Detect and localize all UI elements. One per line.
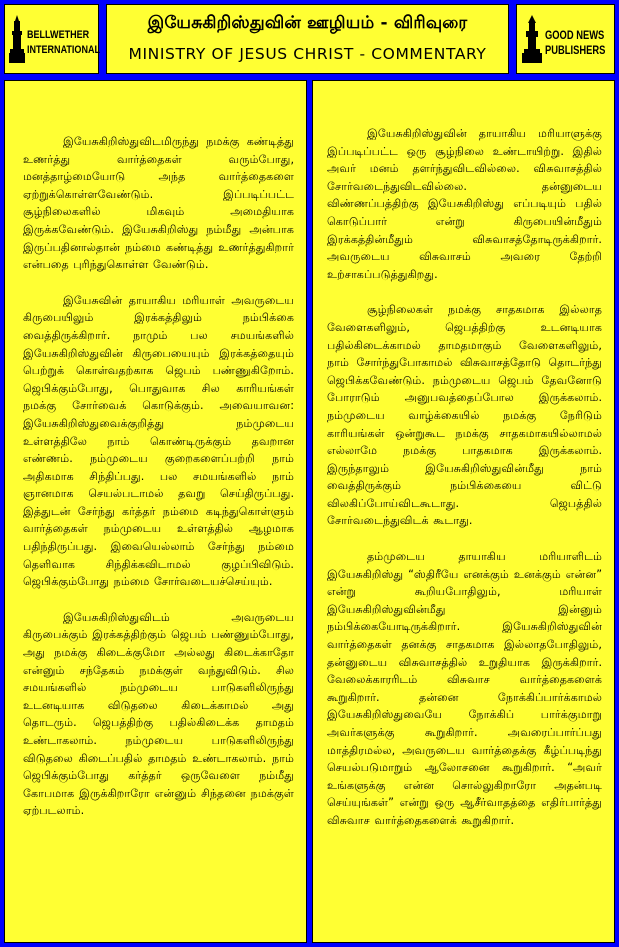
tower-icon	[522, 15, 542, 63]
left-paragraph-2: இயேசுவின் தாயாகிய மரியாள் அவருடைய கிருபையிலும் இரக்கத்திலும் நம்பிக்கை வைத்திருக்கிறார். நாமும் பல சமயங்களில் இயேசுகிறிஸ்துவின் கிருபையையும் இரக்கத்தையும் பெற்றுக் கொள்வதற்காக ஜெபம் பண்ணுகிறோம். ஜெபிக்கும்போது, பொதுவாக சில காரியங்கள் நமக்கு சோர்வைக் கொடுக்கும். அவையாவன: இயேசுகிறிஸ்துவைக்குறித்து நம்முடைய உள்ளத்திலே நாம் கொண்டிருக்கும் தவறான எண்ணம். நம்முடைய குறைகளைப்பற்றி நாம் அதிகமாக சிந்திப்பது. பல சமயங்களில் நாம் ஞானமாக செயல்படாமல் தவறு செய்திருப்பது. இத்துடன் சேர்ந்து கர்த்தர் நம்மை கடிந்துகொள்ளும் வார்த்தைகள் நம்முடைய உள்ளத்தில் ஆழமாக பதிந்திருப்பது. இவையெல்லாம் சேர்ந்து நம்மை தெளிவாக சிந்திக்கவிடாமல் குழப்பிவிடும். ஜெபிக்கும்போது நம்மை சோர்வடையச்செய்யும்.	[23, 293, 294, 589]
left-column	[4, 80, 307, 943]
left-logo-line2: INTERNATIONAL	[27, 44, 100, 56]
right-paragraph-1: இயேசுகிறிஸ்துவின் தாயாகிய மரியாளுக்கு இப்படிப்பட்ட ஒரு சூழ்நிலை உண்டாயிற்று. இதில் அவர் மனம் தளர்ந்துவிடவில்லை. விசுவாசத்தில் சோர்வடைந்துவிடவில்லை. தன்னுடைய விண்ணப்பத்திற்கு இயேசுகிறிஸ்து எப்படியும் பதில் கொடுப்பார் என்று கிருபையின்மீதும் இரக்கத்தின்மீதும் விசுவாசத்தோடிருக்கிறார். அவருடைய விசுவாசம் அவரை தேற்றி உற்சாகப்படுத்துகிறது.	[327, 127, 602, 281]
page-title-english: MINISTRY OF JESUS CHRIST - COMMENTARY	[128, 45, 487, 63]
page-title-tamil: இயேசுகிறிஸ்துவின் ஊழியம் - விரிவுரை	[147, 13, 468, 33]
good-news-logo	[516, 4, 615, 74]
left-paragraph-1: இயேசுகிறிஸ்துவிடமிருந்து நமக்கு கண்டித்து உணர்த்து வார்த்தைகள் வரும்போது, மனத்தாழ்மையோடு அந்த வார்த்தைகளை ஏற்றுக்கொள்ளவேண்டும். இப்படிப்பட்ட சூழ்நிலைகளில் மிகவும் அமைதியாக இருக்கவேண்டும். இயேசுகிறிஸ்து நம்மீது அன்பாக இருப்பதினால்தான் நம்மை கண்டித்து உணர்த்துகிறார் என்பதை புரிந்துகொள்ள வேண்டும்.	[23, 135, 294, 272]
page-header	[0, 0, 619, 78]
right-paragraph-2: சூழ்நிலைகள் நமக்கு சாதகமாக இல்லாத வேளைகளிலும், ஜெபத்திற்கு உடனடியாக பதில்கிடைக்காமல் தாமதமாகும் வேளைகளிலும், நாம் சோர்ந்துபோகாமல் விசுவாசத்தோடு தொடர்ந்து ஜெபிக்கவேண்டும். நம்முடைய ஜெபம் தேவனோடு போராடும் அனுபவத்தைப்போல இருக்கலாம். நம்முடைய வாழ்க்கையில் நமக்கு நேரிடும் காரியங்கள் ஒன்றுகூட நமக்கு சாதகமாகயில்லாமல் எல்லாமே நமக்கு பாதகமாக இருக்கலாம். இருந்தாலும் இயேசுகிறிஸ்துவின்மீது நாம் வைத்திருக்கும் நம்பிக்கையை விட்டு விலகிப்போய்விடகூடாது. ஜெபத்தில் சோர்வடைந்துவிடக் கூடாது.	[327, 303, 602, 528]
title-banner	[106, 4, 509, 74]
right-logo-line1: GOOD NEWS	[545, 28, 605, 42]
bellwether-logo	[4, 4, 99, 74]
bell-tower-icon	[9, 15, 25, 63]
right-paragraph-3: தம்முடைய தாயாகிய மரியாளிடம் இயேசுகிறிஸ்து “ஸ்திரீயே எனக்கும் உனக்கும் என்ன” என்று கூறியபோதிலும், மரியாள் இயேசுகிறிஸ்துவின்மீது இன்னும் நம்பிக்கையோடிருக்கிறார். இயேசுகிறிஸ்துவின் வார்த்தைகள் தனக்கு சாதகமாக இல்லாதபோதிலும், தன்னுடைய விசுவாசத்தில் உறுதியாக இருக்கிறார். வேலைக்காரரிடம் விசுவாச வார்த்தைகளைக் கூறுகிறார். தன்னை நோக்கிப்பார்க்காமல் இயேசுகிறிஸ்துவையே நோக்கிப் பார்க்குமாறு அவர்களுக்கு கூறுகிறார். அவரைப்பார்ப்பது மாத்திரமல்ல, அவருடைய வார்த்தைக்கு கீழ்ப்படிந்து செயல்படுமாறும் ஆலோசனை கூறுகிறார். “அவர் உங்களுக்கு என்ன சொல்லுகிறாரோ அதன்படி செய்யுங்கள்” என்று ஒரு ஆசீர்வாதத்தை எதிர்பார்த்து விசுவாச வார்த்தைகளைக் கூறுகிறார்.	[327, 550, 602, 827]
right-logo-line2: PUBLISHERS	[545, 43, 606, 57]
right-column	[312, 80, 615, 943]
left-paragraph-3: இயேசுகிறிஸ்துவிடம் அவருடைய கிருபைக்கும் இரக்கத்திற்கும் ஜெபம் பண்ணும்போது, அது நமக்கு கிடைக்குமோ அல்லது கிடைக்காதோ என்னும் சந்தேகம் நமக்குள் வந்துவிடும். சில சமயங்களில் நம்முடைய பாடுகளிலிருந்து உடனடியாக விடுதலை கிடைக்காமல் அது தொடரும். ஜெபத்திற்கு பதில்கிடைக்க தாமதம் உண்டாகலாம். நம்முடைய பாடுகளிலிருந்து விடுதலை கிடைப்பதில் தாமதம் உண்டாகலாம். நாம் ஜெபிக்கும்போது கர்த்தர் ஒருவேளை நம்மீது கோபமாக இருக்கிறாரோ என்னும் சிந்தனை நமக்குள் ஏற்படலாம்.	[23, 610, 294, 818]
left-logo-line1: BELLWETHER	[27, 29, 90, 41]
